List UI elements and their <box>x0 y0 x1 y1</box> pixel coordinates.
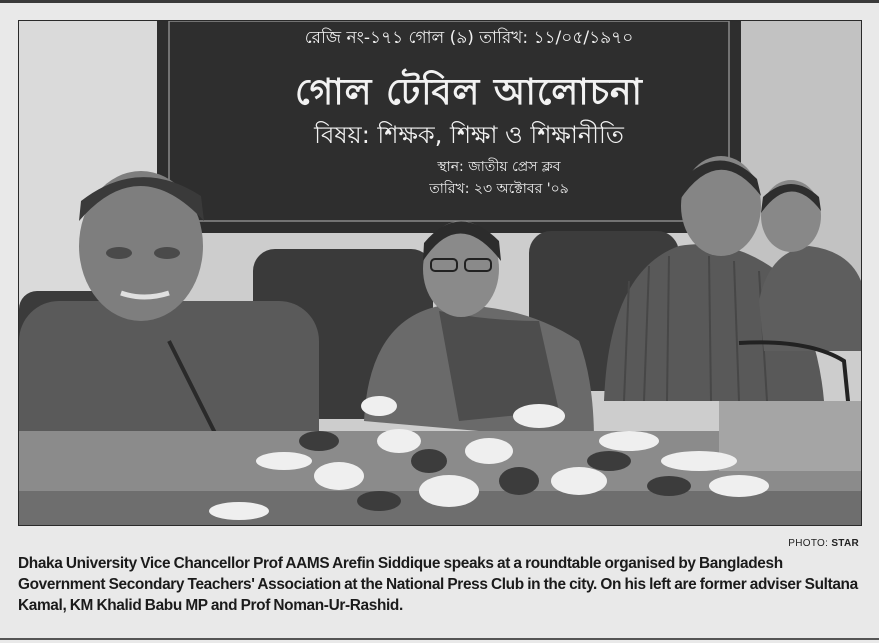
photo-credit-source: STAR <box>831 538 859 549</box>
news-photo <box>18 20 862 526</box>
banner-venue: স্থান: জাতীয় প্রেস ক্লব <box>437 159 561 175</box>
photo-caption: Dhaka University Vice Chancellor Prof AAMS Arefin Siddique speaks at a roundtable organised by Bangladesh Government Secondary Teachers' Association at the National Press Club in the city. On his left are former adviser Sultana Kamal, KM Khalid Babu MP and Prof Noman-Ur-Rashid. <box>18 555 858 614</box>
photo-credit <box>788 538 859 549</box>
banner-title: গোল টেবিল আলোচনা <box>295 72 643 113</box>
banner-registration-line: রেজি নং-১৭১ গোল (৯) তারিখ: ১১/০৫/১৯৭০ <box>304 28 634 48</box>
bottom-rule <box>0 638 879 640</box>
top-rule <box>0 0 879 3</box>
banner-date: তারিখ: ২৩ অক্টোবর '০৯ <box>429 181 569 197</box>
photo-credit-label: PHOTO: <box>788 538 829 549</box>
banner-subject: বিষয়: শিক্ষক, শিক্ষা ও শিক্ষানীতি <box>314 121 624 149</box>
